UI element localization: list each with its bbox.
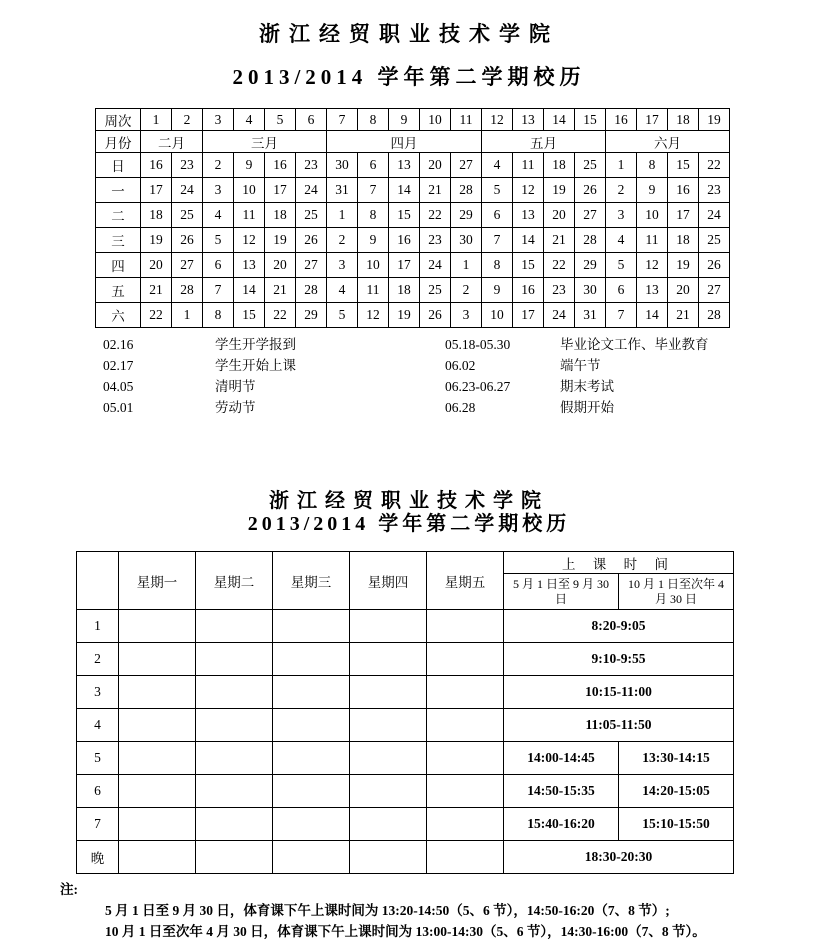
event-name: 假期开始 (560, 400, 614, 415)
schedule-row (77, 610, 734, 643)
date-cell: 22 (265, 303, 296, 328)
empty-schedule-cell (119, 610, 196, 643)
date-cell: 22 (699, 153, 730, 178)
date-cell: 18 (141, 203, 172, 228)
schedule-title: 浙江经贸职业技术学院 (269, 490, 549, 512)
date-cell: 6 (606, 278, 637, 303)
empty-schedule-cell (273, 643, 350, 676)
date-cell: 9 (358, 228, 389, 253)
month-cell: 二月 (141, 131, 203, 153)
date-cell: 4 (482, 153, 513, 178)
date-cell: 7 (203, 278, 234, 303)
date-cell: 1 (327, 203, 358, 228)
date-cell: 13 (513, 203, 544, 228)
date-cell: 26 (699, 253, 730, 278)
date-cell: 15 (513, 253, 544, 278)
time-period-header: 5 月 1 日至 9 月 30 日 (504, 574, 619, 610)
date-cell: 17 (265, 178, 296, 203)
date-cell: 31 (575, 303, 606, 328)
calendar-day-row (96, 253, 730, 278)
date-cell: 3 (327, 253, 358, 278)
week-number-cell: 12 (482, 109, 513, 131)
date-cell: 11 (637, 228, 668, 253)
period-label-cell: 晚 (77, 841, 119, 874)
week-number-cell: 7 (327, 109, 358, 131)
date-cell: 8 (482, 253, 513, 278)
date-cell: 25 (172, 203, 203, 228)
empty-schedule-cell (273, 676, 350, 709)
date-cell: 15 (389, 203, 420, 228)
week-number-cell: 6 (296, 109, 327, 131)
week-number-cell: 4 (234, 109, 265, 131)
date-cell: 13 (389, 153, 420, 178)
events-list (95, 334, 818, 418)
date-cell: 14 (513, 228, 544, 253)
date-cell: 19 (389, 303, 420, 328)
calendar-day-row (96, 303, 730, 328)
empty-schedule-cell (119, 709, 196, 742)
date-cell: 3 (203, 178, 234, 203)
empty-schedule-cell (196, 610, 273, 643)
period-label-cell: 2 (77, 643, 119, 676)
schedule-corner-cell (77, 552, 119, 610)
date-cell: 20 (265, 253, 296, 278)
week-number-cell: 13 (513, 109, 544, 131)
date-cell: 1 (606, 153, 637, 178)
date-cell: 10 (482, 303, 513, 328)
empty-schedule-cell (196, 742, 273, 775)
class-time-cell-winter: 15:10-15:50 (619, 808, 734, 841)
event-date: 06.02 (445, 358, 476, 373)
semester-calendar-table (95, 108, 730, 328)
date-cell: 25 (699, 228, 730, 253)
event-name: 劳动节 (215, 400, 256, 415)
empty-schedule-cell (196, 775, 273, 808)
date-cell: 30 (327, 153, 358, 178)
empty-schedule-cell (119, 742, 196, 775)
empty-schedule-cell (350, 775, 427, 808)
date-cell: 26 (172, 228, 203, 253)
schedule-row (77, 742, 734, 775)
empty-schedule-cell (119, 841, 196, 874)
date-cell: 27 (296, 253, 327, 278)
class-time-cell-winter: 13:30-14:15 (619, 742, 734, 775)
date-cell: 16 (513, 278, 544, 303)
weekday-label-cell: 六 (96, 303, 141, 328)
date-cell: 28 (172, 278, 203, 303)
week-number-cell: 15 (575, 109, 606, 131)
date-cell: 16 (265, 153, 296, 178)
period-label-cell: 6 (77, 775, 119, 808)
date-cell: 18 (389, 278, 420, 303)
date-cell: 26 (296, 228, 327, 253)
date-cell: 30 (451, 228, 482, 253)
month-cell: 五月 (482, 131, 606, 153)
footnote-label: 注: (60, 882, 78, 897)
date-cell: 11 (358, 278, 389, 303)
week-number-cell: 16 (606, 109, 637, 131)
footnote-lines (60, 900, 818, 942)
date-cell: 2 (203, 153, 234, 178)
date-cell: 5 (606, 253, 637, 278)
date-cell: 19 (668, 253, 699, 278)
date-cell: 22 (544, 253, 575, 278)
period-label-cell: 7 (77, 808, 119, 841)
date-cell: 28 (575, 228, 606, 253)
date-cell: 14 (637, 303, 668, 328)
calendar-day-row (96, 278, 730, 303)
date-cell: 23 (296, 153, 327, 178)
date-cell: 8 (637, 153, 668, 178)
school-calendar-document (0, 18, 818, 939)
week-number-cell: 18 (668, 109, 699, 131)
date-cell: 10 (234, 178, 265, 203)
empty-schedule-cell (427, 742, 504, 775)
date-cell: 2 (327, 228, 358, 253)
date-cell: 5 (327, 303, 358, 328)
empty-schedule-cell (119, 643, 196, 676)
event-date: 02.16 (103, 337, 134, 352)
date-cell: 8 (203, 303, 234, 328)
date-cell: 29 (451, 203, 482, 228)
date-cell: 31 (327, 178, 358, 203)
weekday-header-cell: 星期一 (119, 552, 196, 610)
date-cell: 9 (234, 153, 265, 178)
date-cell: 23 (420, 228, 451, 253)
date-cell: 27 (451, 153, 482, 178)
week-number-cell: 14 (544, 109, 575, 131)
week-number-cell: 10 (420, 109, 451, 131)
date-cell: 18 (544, 153, 575, 178)
date-cell: 23 (544, 278, 575, 303)
event-name: 期末考试 (560, 379, 614, 394)
empty-schedule-cell (196, 808, 273, 841)
date-cell: 12 (358, 303, 389, 328)
date-cell: 4 (203, 203, 234, 228)
date-cell: 9 (482, 278, 513, 303)
empty-schedule-cell (273, 841, 350, 874)
date-cell: 22 (420, 203, 451, 228)
date-cell: 27 (575, 203, 606, 228)
schedule-row (77, 676, 734, 709)
period-label-cell: 1 (77, 610, 119, 643)
weekday-header-cell: 星期四 (350, 552, 427, 610)
month-cell: 六月 (606, 131, 730, 153)
empty-schedule-cell (350, 610, 427, 643)
date-cell: 30 (575, 278, 606, 303)
empty-schedule-cell (427, 841, 504, 874)
page-subtitle: 2013/2014 学年第二学期校历 (232, 65, 586, 89)
date-cell: 16 (389, 228, 420, 253)
calendar-month-row-label: 月份 (96, 131, 141, 153)
empty-schedule-cell (196, 643, 273, 676)
date-cell: 25 (296, 203, 327, 228)
class-time-cell-winter: 14:20-15:05 (619, 775, 734, 808)
empty-schedule-cell (350, 676, 427, 709)
month-cell: 四月 (327, 131, 482, 153)
week-number-cell: 11 (451, 109, 482, 131)
date-cell: 27 (699, 278, 730, 303)
class-time-cell-summer: 14:00-14:45 (504, 742, 619, 775)
calendar-day-row (96, 153, 730, 178)
empty-schedule-cell (427, 676, 504, 709)
date-cell: 28 (296, 278, 327, 303)
schedule-row (77, 808, 734, 841)
schedule-row (77, 709, 734, 742)
date-cell: 29 (575, 253, 606, 278)
event-date: 06.23-06.27 (445, 379, 511, 394)
footnote (60, 879, 818, 942)
date-cell: 20 (141, 253, 172, 278)
date-cell: 16 (668, 178, 699, 203)
date-cell: 16 (141, 153, 172, 178)
empty-schedule-cell (119, 676, 196, 709)
date-cell: 1 (451, 253, 482, 278)
date-cell: 15 (668, 153, 699, 178)
date-cell: 3 (451, 303, 482, 328)
date-cell: 18 (265, 203, 296, 228)
date-cell: 15 (234, 303, 265, 328)
date-cell: 17 (141, 178, 172, 203)
empty-schedule-cell (350, 643, 427, 676)
empty-schedule-cell (196, 676, 273, 709)
date-cell: 11 (513, 153, 544, 178)
date-cell: 23 (699, 178, 730, 203)
class-time-cell: 10:15-11:00 (504, 676, 734, 709)
empty-schedule-cell (119, 775, 196, 808)
date-cell: 24 (544, 303, 575, 328)
week-number-cell: 8 (358, 109, 389, 131)
date-cell: 5 (203, 228, 234, 253)
date-cell: 28 (699, 303, 730, 328)
date-cell: 27 (172, 253, 203, 278)
date-cell: 6 (203, 253, 234, 278)
date-cell: 6 (358, 153, 389, 178)
empty-schedule-cell (427, 709, 504, 742)
date-cell: 24 (296, 178, 327, 203)
footnote-line: 10 月 1 日至次年 4 月 30 日，体育课下午上课时间为 13:00-14:30（5、6 节），14:30-16:00（7、8 节）。 (105, 924, 706, 939)
weekday-label-cell: 三 (96, 228, 141, 253)
empty-schedule-cell (273, 709, 350, 742)
empty-schedule-cell (196, 709, 273, 742)
date-cell: 10 (637, 203, 668, 228)
week-number-cell: 19 (699, 109, 730, 131)
week-number-cell: 2 (172, 109, 203, 131)
date-cell: 25 (420, 278, 451, 303)
event-date: 02.17 (103, 358, 134, 373)
date-cell: 14 (389, 178, 420, 203)
weekday-label-cell: 五 (96, 278, 141, 303)
date-cell: 4 (327, 278, 358, 303)
empty-schedule-cell (273, 808, 350, 841)
empty-schedule-cell (350, 709, 427, 742)
date-cell: 11 (234, 203, 265, 228)
weekday-header-cell: 星期三 (273, 552, 350, 610)
date-cell: 13 (234, 253, 265, 278)
class-time-cell-summer: 14:50-15:35 (504, 775, 619, 808)
week-number-cell: 9 (389, 109, 420, 131)
date-cell: 1 (172, 303, 203, 328)
event-name: 清明节 (215, 379, 256, 394)
schedule-row (77, 775, 734, 808)
date-cell: 3 (606, 203, 637, 228)
date-cell: 4 (606, 228, 637, 253)
date-cell: 18 (668, 228, 699, 253)
period-label-cell: 4 (77, 709, 119, 742)
date-cell: 6 (482, 203, 513, 228)
class-time-cell: 18:30-20:30 (504, 841, 734, 874)
date-cell: 20 (544, 203, 575, 228)
date-cell: 21 (420, 178, 451, 203)
date-cell: 8 (358, 203, 389, 228)
event-date: 05.18-05.30 (445, 337, 511, 352)
class-time-cell-summer: 15:40-16:20 (504, 808, 619, 841)
empty-schedule-cell (427, 643, 504, 676)
class-time-header: 上 课 时 间 (504, 552, 734, 574)
date-cell: 19 (544, 178, 575, 203)
class-time-cell: 8:20-9:05 (504, 610, 734, 643)
event-name: 毕业论文工作、毕业教育 (560, 337, 709, 352)
date-cell: 21 (668, 303, 699, 328)
date-cell: 23 (172, 153, 203, 178)
date-cell: 28 (451, 178, 482, 203)
event-date: 06.28 (445, 400, 476, 415)
empty-schedule-cell (273, 742, 350, 775)
date-cell: 24 (699, 203, 730, 228)
date-cell: 29 (296, 303, 327, 328)
date-cell: 17 (389, 253, 420, 278)
event-date: 04.05 (103, 379, 134, 394)
empty-schedule-cell (427, 808, 504, 841)
week-number-cell: 17 (637, 109, 668, 131)
event-name: 学生开始上课 (215, 358, 296, 373)
week-number-cell: 1 (141, 109, 172, 131)
period-label-cell: 5 (77, 742, 119, 775)
date-cell: 24 (420, 253, 451, 278)
class-time-cell: 11:05-11:50 (504, 709, 734, 742)
calendar-day-row (96, 203, 730, 228)
date-cell: 2 (606, 178, 637, 203)
date-cell: 10 (358, 253, 389, 278)
date-cell: 7 (482, 228, 513, 253)
date-cell: 7 (606, 303, 637, 328)
page-title: 浙江经贸职业技术学院 (259, 22, 559, 46)
class-time-table (76, 551, 734, 874)
event-name: 学生开学报到 (215, 337, 296, 352)
week-number-cell: 3 (203, 109, 234, 131)
date-cell: 19 (141, 228, 172, 253)
date-cell: 26 (575, 178, 606, 203)
weekday-label-cell: 一 (96, 178, 141, 203)
empty-schedule-cell (350, 742, 427, 775)
calendar-day-row (96, 228, 730, 253)
month-cell: 三月 (203, 131, 327, 153)
date-cell: 17 (513, 303, 544, 328)
empty-schedule-cell (427, 610, 504, 643)
date-cell: 9 (637, 178, 668, 203)
date-cell: 26 (420, 303, 451, 328)
weekday-label-cell: 四 (96, 253, 141, 278)
empty-schedule-cell (427, 775, 504, 808)
date-cell: 12 (234, 228, 265, 253)
empty-schedule-cell (273, 775, 350, 808)
weekday-label-cell: 日 (96, 153, 141, 178)
date-cell: 13 (637, 278, 668, 303)
date-cell: 17 (668, 203, 699, 228)
date-cell: 22 (141, 303, 172, 328)
date-cell: 20 (668, 278, 699, 303)
weekday-label-cell: 二 (96, 203, 141, 228)
date-cell: 20 (420, 153, 451, 178)
schedule-row (77, 841, 734, 874)
date-cell: 21 (544, 228, 575, 253)
date-cell: 7 (358, 178, 389, 203)
empty-schedule-cell (119, 808, 196, 841)
schedule-row (77, 643, 734, 676)
empty-schedule-cell (350, 808, 427, 841)
calendar-day-row (96, 178, 730, 203)
empty-schedule-cell (273, 610, 350, 643)
empty-schedule-cell (196, 841, 273, 874)
footnote-line: 5 月 1 日至 9 月 30 日，体育课下午上课时间为 13:20-14:50（5、6 节），14:50-16:20（7、8 节）; (105, 903, 670, 918)
time-period-header: 10 月 1 日至次年 4 月 30 日 (619, 574, 734, 610)
weekday-header-cell: 星期五 (427, 552, 504, 610)
empty-schedule-cell (350, 841, 427, 874)
period-label-cell: 3 (77, 676, 119, 709)
date-cell: 5 (482, 178, 513, 203)
date-cell: 19 (265, 228, 296, 253)
calendar-week-row-label: 周次 (96, 109, 141, 131)
date-cell: 12 (637, 253, 668, 278)
date-cell: 25 (575, 153, 606, 178)
event-date: 05.01 (103, 400, 134, 415)
date-cell: 21 (141, 278, 172, 303)
date-cell: 24 (172, 178, 203, 203)
week-number-cell: 5 (265, 109, 296, 131)
weekday-header-cell: 星期二 (196, 552, 273, 610)
schedule-subtitle: 2013/2014 学年第二学期校历 (247, 513, 571, 535)
date-cell: 21 (265, 278, 296, 303)
date-cell: 2 (451, 278, 482, 303)
date-cell: 12 (513, 178, 544, 203)
date-cell: 14 (234, 278, 265, 303)
event-name: 端午节 (560, 358, 601, 373)
class-time-cell: 9:10-9:55 (504, 643, 734, 676)
